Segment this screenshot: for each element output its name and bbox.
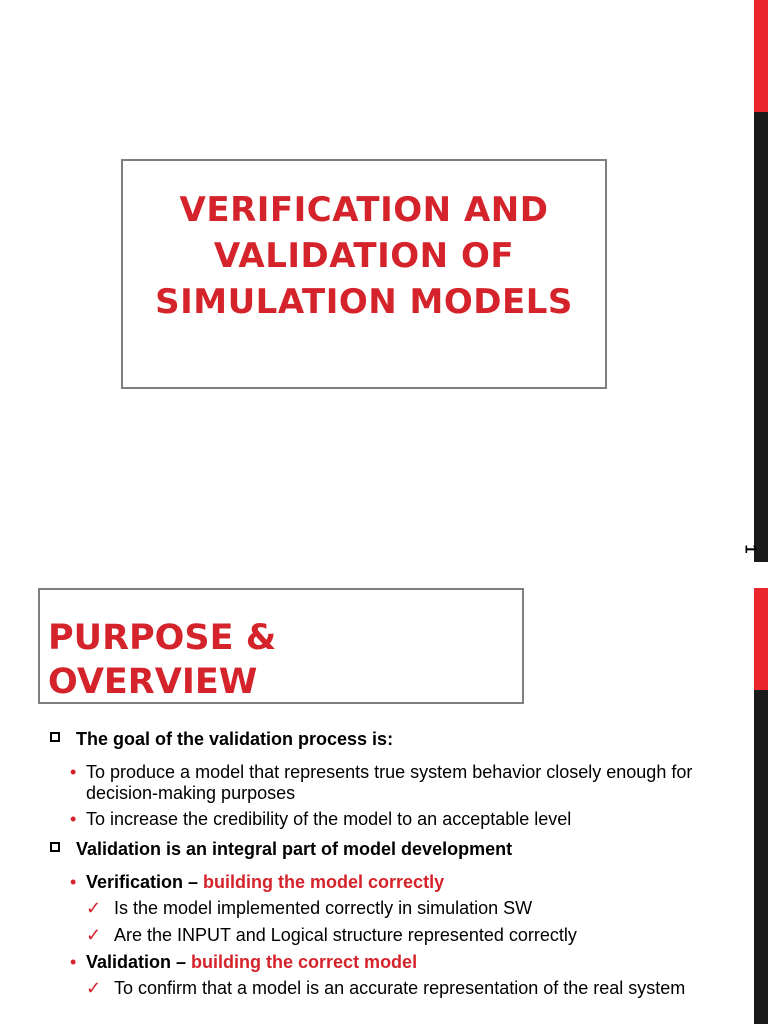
term-dash: – [171,952,192,972]
slide-title [123,187,605,325]
check-item [46,925,728,946]
term-definition: building the correct model [191,952,418,972]
accent-bar-dark [754,690,768,1024]
main-point-text: The goal of the validation process is: [76,729,394,749]
term: Verification [86,872,184,892]
accent-bar-dark [754,112,768,562]
slide-2 [0,562,768,1024]
checkmark-icon: ✓ [86,978,102,998]
check-text: Are the INPUT and Logical structure represented correctly [114,925,577,945]
bullet-icon: • [70,809,77,829]
main-point [46,838,728,860]
accent-bar-red [754,0,768,112]
bullet-icon: • [70,952,77,972]
heading-line: OVERVIEW [48,662,258,702]
check-item [46,978,728,999]
main-point [46,728,728,750]
check-item [46,898,728,919]
main-point-text: Validation is an integral part of model development [76,839,513,859]
sub-bullet [46,872,728,893]
checkmark-icon: ✓ [86,898,102,918]
checkmark-icon: ✓ [86,925,102,945]
sub-bullet [46,952,728,973]
sub-bullet-text: To produce a model that represents true system behavior closely enough for decision-making purposes [86,762,693,803]
term-definition: building the model correctly [203,872,445,892]
square-bullet-icon [50,732,60,742]
term-dash: – [183,872,204,892]
heading-box [38,588,524,704]
slide-content [46,728,728,1005]
bullet-icon: • [70,872,77,892]
accent-bar-red [754,588,768,690]
heading-line: PURPOSE & [48,618,277,658]
sub-bullet [46,762,728,804]
check-text: Is the model implemented correctly in simulation SW [114,898,533,918]
title-line: VALIDATION OF [213,236,515,276]
title-box [121,159,607,389]
slide-heading [48,616,276,704]
title-line: VERIFICATION AND [179,190,549,230]
sub-bullet [46,809,728,830]
slide-number: 1 [741,544,759,554]
sub-bullet-text: To increase the credibility of the model to an acceptable level [86,809,572,829]
check-text: To confirm that a model is an accurate representation of the real system [114,978,686,998]
title-line: SIMULATION MODELS [155,282,573,322]
square-bullet-icon [50,842,60,852]
term: Validation [86,952,172,972]
bullet-icon: • [70,762,77,782]
